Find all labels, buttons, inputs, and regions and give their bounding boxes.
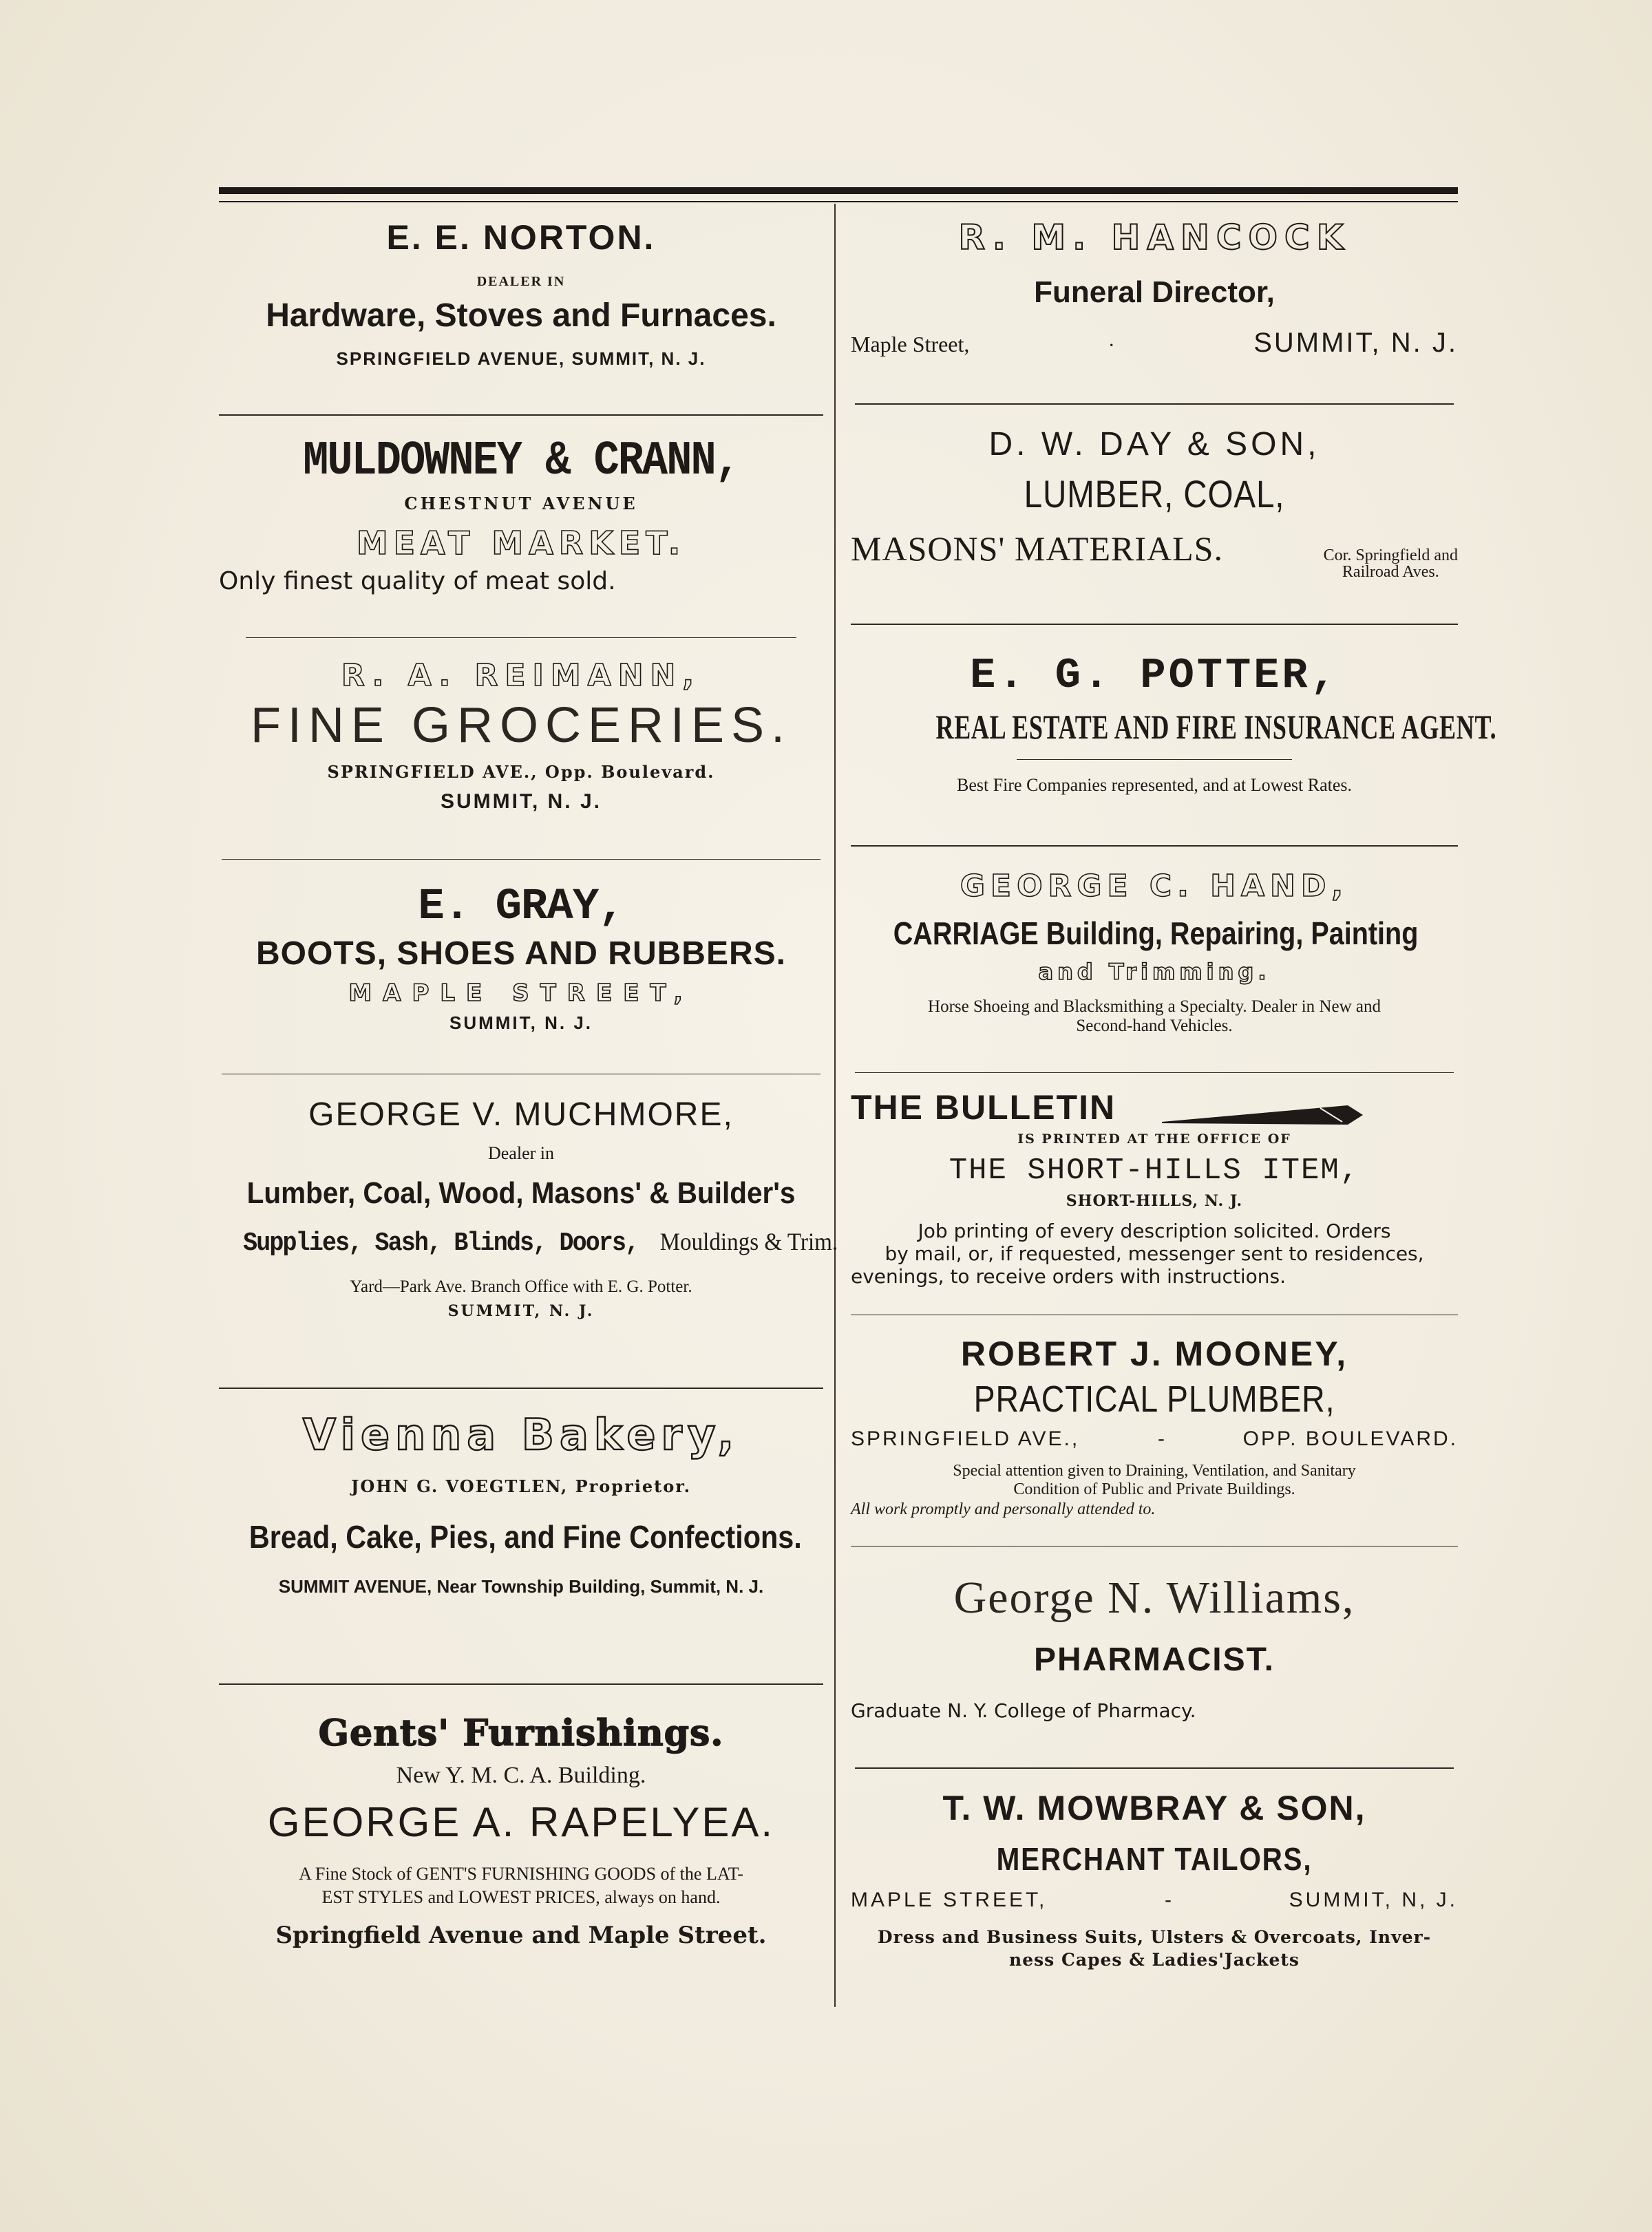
- hand-note2: Second-hand Vehicles.: [1076, 1017, 1233, 1035]
- hancock-street: Maple Street,: [851, 332, 970, 357]
- williams-grad: Graduate N. Y. College of Pharmacy.: [851, 1699, 1196, 1722]
- mowbray-dash: -: [1165, 1889, 1172, 1911]
- vienna-address: SUMMIT AVENUE, Near Township Building, Summit, N. J.: [278, 1576, 764, 1597]
- mooney-note2: Condition of Public and Private Buildings.: [1013, 1480, 1295, 1498]
- ad-mooney: [851, 1334, 1458, 1519]
- williams-name: George N. Williams,: [953, 1573, 1355, 1623]
- mowbray-city: SUMMIT, N, J.: [1289, 1889, 1458, 1911]
- mooney-addr-b: OPP. BOULEVARD.: [1242, 1427, 1458, 1450]
- quill-pen-icon: [1162, 1101, 1363, 1126]
- ad-williams: [851, 1572, 1458, 1722]
- ad-hand: [851, 869, 1458, 1036]
- muchmore-goods1: Lumber, Coal, Wood, Masons' & Builder's: [246, 1176, 796, 1210]
- norton-dealer: DEALER IN: [476, 274, 566, 289]
- divider-hancock: [855, 403, 1454, 405]
- hand-trade2: and Trimming.: [1038, 959, 1271, 985]
- ad-rapelyea: [219, 1712, 823, 1949]
- bulletin-place: SHORT-HILLS, N. J.: [1066, 1192, 1243, 1210]
- mooney-note3: All work promptly and personally attended to.: [851, 1500, 1156, 1518]
- muchmore-goods2b: Mouldings & Trim.: [659, 1228, 838, 1255]
- hancock-trade: Funeral Director,: [1034, 275, 1275, 309]
- mooney-addr-dash: -: [1157, 1427, 1165, 1450]
- muldowney-street: CHESTNUT AVENUE: [404, 493, 638, 513]
- mooney-trade: PRACTICAL PLUMBER,: [973, 1379, 1335, 1420]
- divider-vienna: [219, 1683, 823, 1685]
- mowbray-desc2: ness Capes & Ladies'Jackets: [1009, 1950, 1300, 1970]
- mowbray-desc1: Dress and Business Suits, Ulsters & Overcoats, Inver-: [877, 1927, 1432, 1947]
- bulletin-paper: THE SHORT-HILLS ITEM,: [949, 1154, 1360, 1188]
- williams-trade: PHARMACIST.: [1033, 1641, 1275, 1678]
- ad-hancock: [851, 217, 1458, 359]
- potter-short-rule: [1017, 759, 1292, 760]
- rapelyea-desc1: A Fine Stock of GENT'S FURNISHING GOODS of the LAT-: [299, 1864, 743, 1884]
- muldowney-name: MULDOWNEY & CRANN,: [303, 433, 739, 489]
- norton-goods: Hardware, Stoves and Furnaces.: [266, 297, 776, 334]
- top-border-thin: [219, 201, 1458, 202]
- divider-williams: [855, 1767, 1454, 1769]
- muchmore-goods2a: Supplies, Sash, Blinds, Doors,: [243, 1229, 639, 1258]
- bulletin-title: THE BULLETIN: [851, 1088, 1116, 1127]
- muchmore-yard: Yard—Park Ave. Branch Office with E. G. Potter.: [350, 1277, 692, 1296]
- mooney-addr-a: SPRINGFIELD AVE.,: [851, 1427, 1080, 1450]
- day-name: D. W. DAY & SON,: [988, 426, 1320, 463]
- gray-street: MAPLE STREET,: [348, 979, 694, 1007]
- day-corner2: Railroad Aves.: [1342, 563, 1439, 581]
- rapelyea-building: New Y. M. C. A. Building.: [396, 1763, 646, 1788]
- day-materials-row: [851, 529, 1458, 580]
- hand-name: GEORGE C. HAND,: [960, 869, 1349, 904]
- mooney-note1: Special attention given to Draining, Ventilation, and Sanitary: [953, 1462, 1356, 1480]
- top-border-thick: [219, 187, 1458, 194]
- day-corner1: Cor. Springfield and: [1323, 546, 1458, 564]
- ad-norton: [219, 217, 823, 370]
- hancock-address-row: [851, 328, 1458, 359]
- hand-note1: Horse Shoeing and Blacksmithing a Specialty. Dealer in New and: [928, 997, 1381, 1016]
- bulletin-printed: IS PRINTED AT THE OFFICE OF: [1017, 1131, 1291, 1147]
- gray-name: E. GRAY,: [418, 882, 624, 932]
- norton-address: SPRINGFIELD AVENUE, SUMMIT, N. J.: [336, 348, 706, 369]
- divider-reimann: [222, 859, 820, 860]
- reimann-city: SUMMIT, N. J.: [440, 790, 602, 813]
- ad-mowbray: [851, 1788, 1458, 1970]
- hancock-dot: ·: [1108, 334, 1115, 357]
- reimann-name: R. A. REIMANN,: [341, 658, 701, 693]
- muchmore-dealer: Dealer in: [487, 1143, 554, 1163]
- muldowney-tagline: Only finest quality of meat sold.: [219, 567, 616, 595]
- ad-vienna: [219, 1410, 823, 1597]
- gray-city: SUMMIT, N. J.: [449, 1012, 593, 1033]
- vienna-goods: Bread, Cake, Pies, and Fine Confections.: [248, 1519, 802, 1555]
- bulletin-desc2: by mail, or, if requested, messenger sent to residences,: [885, 1242, 1424, 1265]
- divider-hand: [855, 1072, 1454, 1073]
- ad-day: [851, 425, 1458, 580]
- potter-name: E. G. POTTER,: [970, 651, 1339, 700]
- potter-trade: REAL ESTATE AND FIRE INSURANCE AGENT.: [935, 708, 1497, 746]
- divider-muldowney: [246, 637, 796, 638]
- mowbray-name: T. W. MOWBRAY & SON,: [942, 1789, 1366, 1827]
- rapelyea-name: GEORGE A. RAPELYEA.: [267, 1799, 775, 1845]
- column-divider: [834, 204, 836, 2007]
- gray-goods: BOOTS, SHOES AND RUBBERS.: [256, 935, 786, 972]
- hancock-name: R. M. HANCOCK: [958, 217, 1351, 257]
- mowbray-street: MAPLE STREET,: [851, 1889, 1048, 1911]
- divider-muchmore: [219, 1388, 823, 1389]
- ad-reimann: [219, 658, 823, 814]
- day-corner: [1324, 547, 1458, 580]
- bulletin-desc1: Job printing of every description solicited. Orders: [918, 1220, 1391, 1242]
- reimann-address: SPRINGFIELD AVE., Opp. Boulevard.: [327, 762, 715, 782]
- reimann-trade: FINE GROCERIES.: [250, 698, 792, 753]
- bulletin-desc3: evenings, to receive orders with instructions.: [851, 1265, 1286, 1288]
- ad-gray: [219, 882, 823, 1034]
- rapelyea-desc2: EST STYLES and LOWEST PRICES, always on hand.: [321, 1887, 721, 1907]
- hand-trade: CARRIAGE Building, Repairing, Painting: [893, 915, 1419, 951]
- mooney-address-row: [851, 1427, 1458, 1451]
- divider-potter: [851, 845, 1458, 847]
- ad-muchmore: [219, 1096, 838, 1320]
- muchmore-goods2-row: [243, 1227, 838, 1258]
- hancock-city: SUMMIT, N. J.: [1253, 328, 1458, 358]
- muchmore-city: SUMMIT, N. J.: [447, 1302, 595, 1320]
- vienna-name: Vienna Bakery,: [302, 1410, 740, 1460]
- ad-potter: [851, 651, 1497, 796]
- mooney-name: ROBERT J. MOONEY,: [960, 1335, 1348, 1373]
- rapelyea-heading: Gents' Furnishings.: [318, 1712, 724, 1754]
- day-goods: LUMBER, COAL,: [1024, 472, 1285, 516]
- potter-note: Best Fire Companies represented, and at Lowest Rates.: [956, 775, 1353, 795]
- bulletin-title-row: [851, 1087, 1458, 1129]
- ad-bulletin: [851, 1087, 1458, 1288]
- muldowney-trade: MEAT MARKET.: [356, 524, 686, 562]
- rapelyea-address: Springfield Avenue and Maple Street.: [275, 1922, 767, 1949]
- divider-day: [851, 624, 1458, 625]
- mowbray-address-row: [851, 1889, 1458, 1912]
- divider-norton: [219, 414, 823, 416]
- mowbray-trade: MERCHANT TAILORS,: [996, 1841, 1313, 1877]
- vienna-proprietor: JOHN G. VOEGTLEN, Proprietor.: [350, 1476, 692, 1496]
- norton-name: E. E. NORTON.: [386, 218, 656, 257]
- ad-muldowney: [219, 433, 823, 595]
- muchmore-name: GEORGE V. MUCHMORE,: [308, 1096, 734, 1133]
- day-materials: MASONS' MATERIALS.: [851, 529, 1223, 568]
- divider-mooney: [851, 1546, 1458, 1547]
